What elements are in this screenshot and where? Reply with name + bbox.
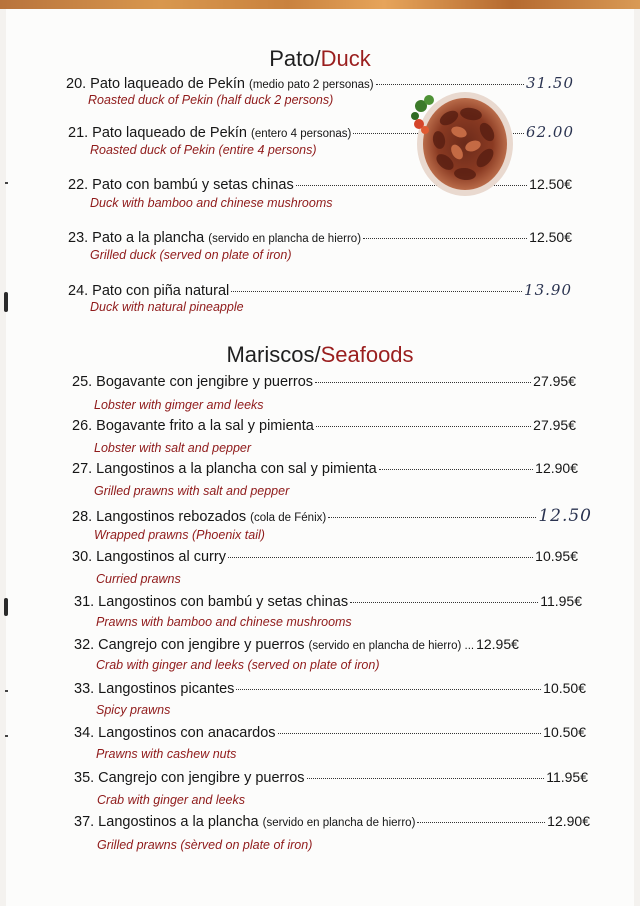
item-translation: Grilled prawns with salt and pepper (94, 484, 290, 498)
margin-tick (5, 182, 8, 184)
leader-dots (231, 291, 522, 292)
leader-dots (228, 557, 533, 558)
item-price: 10.50€ (543, 724, 586, 740)
margin-tick (5, 690, 8, 692)
item-translation: Prawns with cashew nuts (96, 747, 237, 761)
binder-hole-mark (4, 292, 8, 312)
roast-duck-photo (409, 88, 515, 198)
menu-cover-edge (0, 0, 640, 9)
item-note: (servido en plancha de hierro) (208, 233, 362, 245)
item-price: 27.95€ (533, 373, 576, 389)
item-name: 37. Langostinos a la plancha (74, 814, 259, 830)
item-translation: Crab with ginger and leeks (served on plate of iron) (96, 658, 380, 672)
leader-dots (307, 778, 545, 779)
leader-dots (417, 822, 545, 823)
item-name: 25. Bogavante con jengibre y puerros (72, 374, 314, 390)
item-name: 26. Bogavante frito a la sal y pimienta (72, 418, 314, 434)
binder-hole-mark (4, 598, 8, 616)
item-price: 13.90 (524, 281, 572, 299)
item-translation: Crab with ginger and leeks (97, 793, 245, 807)
item-price: 10.95€ (535, 548, 578, 564)
item-translation: Lobster with gimger amd leeks (94, 398, 264, 412)
item-translation: Grilled prawns (sèrved on plate of iron) (97, 838, 313, 852)
item-name: 27. Langostinos a la plancha con sal y pimienta (72, 461, 377, 477)
item-price: 12.50€ (529, 229, 572, 245)
item-translation: Wrapped prawns (Phoenix tail) (94, 528, 265, 542)
leader-dots (316, 426, 531, 427)
item-note: (entero 4 personas) (250, 128, 352, 140)
item-name: 32. Cangrejo con jengibre y puerros (74, 637, 305, 653)
item-name: 22. Pato con bambú y setas chinas (68, 177, 294, 193)
leader-dots (315, 382, 531, 383)
section-title-separator: / (314, 46, 321, 71)
item-name: 24. Pato con piña natural (68, 283, 230, 299)
item-name: 35. Cangrejo con jengibre y puerros (74, 770, 305, 786)
margin-tick (5, 735, 8, 737)
item-translation: Duck with bamboo and chinese mushrooms (90, 196, 333, 210)
item-note: (servido en plancha de hierro) (262, 817, 416, 829)
item-name: 34. Langostinos con anacardos (74, 725, 276, 741)
item-price: 12.90€ (535, 460, 578, 476)
item-price: 11.95€ (540, 593, 582, 609)
item-translation: Prawns with bamboo and chinese mushrooms (96, 615, 352, 629)
item-note: (cola de Fénix) (250, 512, 327, 524)
item-price: 12.50€ (529, 176, 572, 192)
item-name: 28. Langostinos rebozados (72, 509, 247, 525)
section-title-en: Seafoods (320, 342, 414, 367)
item-translation: Duck with natural pineapple (90, 300, 244, 314)
item-name: 23. Pato a la plancha (68, 230, 205, 246)
item-name: 30. Langostinos al curry (72, 549, 226, 565)
item-name: 20. Pato laqueado de Pekín (66, 76, 245, 92)
item-translation: Roasted duck of Pekin (half duck 2 persons) (88, 93, 334, 107)
item-translation: Grilled duck (served on plate of iron) (90, 248, 292, 262)
item-price: 27.95€ (533, 417, 576, 433)
item-price: 31.50 (526, 74, 574, 92)
item-price: 12.90€ (547, 813, 590, 829)
leader-dots (236, 689, 541, 690)
item-note: (servido en plancha de hierro) ... (308, 640, 475, 652)
section-title-duck (0, 46, 640, 72)
leader-dots (379, 469, 533, 470)
item-translation: Curried prawns (96, 572, 181, 586)
item-price: 11.95€ (546, 769, 588, 785)
item-name: 21. Pato laqueado de Pekín (68, 125, 247, 141)
leader-dots (363, 238, 527, 239)
item-name: 33. Langostinos picantes (74, 681, 235, 697)
leader-dots (328, 517, 536, 518)
item-price: 12.50 (538, 506, 592, 526)
section-title-es: Mariscos (226, 342, 315, 367)
section-title-seafood (0, 342, 640, 368)
section-title-es: Pato (269, 46, 315, 71)
item-note: (medio pato 2 personas) (248, 79, 374, 91)
item-translation: Spicy prawns (96, 703, 171, 717)
leader-dots (278, 733, 542, 734)
leader-dots (350, 602, 538, 603)
section-title-en: Duck (320, 46, 371, 71)
item-translation: Roasted duck of Pekin (entire 4 persons) (90, 143, 317, 157)
item-price: 12.95€ (476, 636, 519, 652)
item-name: 31. Langostinos con bambú y setas chinas (74, 594, 349, 610)
section-title-separator: / (314, 342, 321, 367)
item-translation: Lobster with salt and pepper (94, 441, 252, 455)
leader-dots (376, 84, 524, 85)
item-price: 10.50€ (543, 680, 586, 696)
item-price: 62.00 (526, 123, 574, 141)
